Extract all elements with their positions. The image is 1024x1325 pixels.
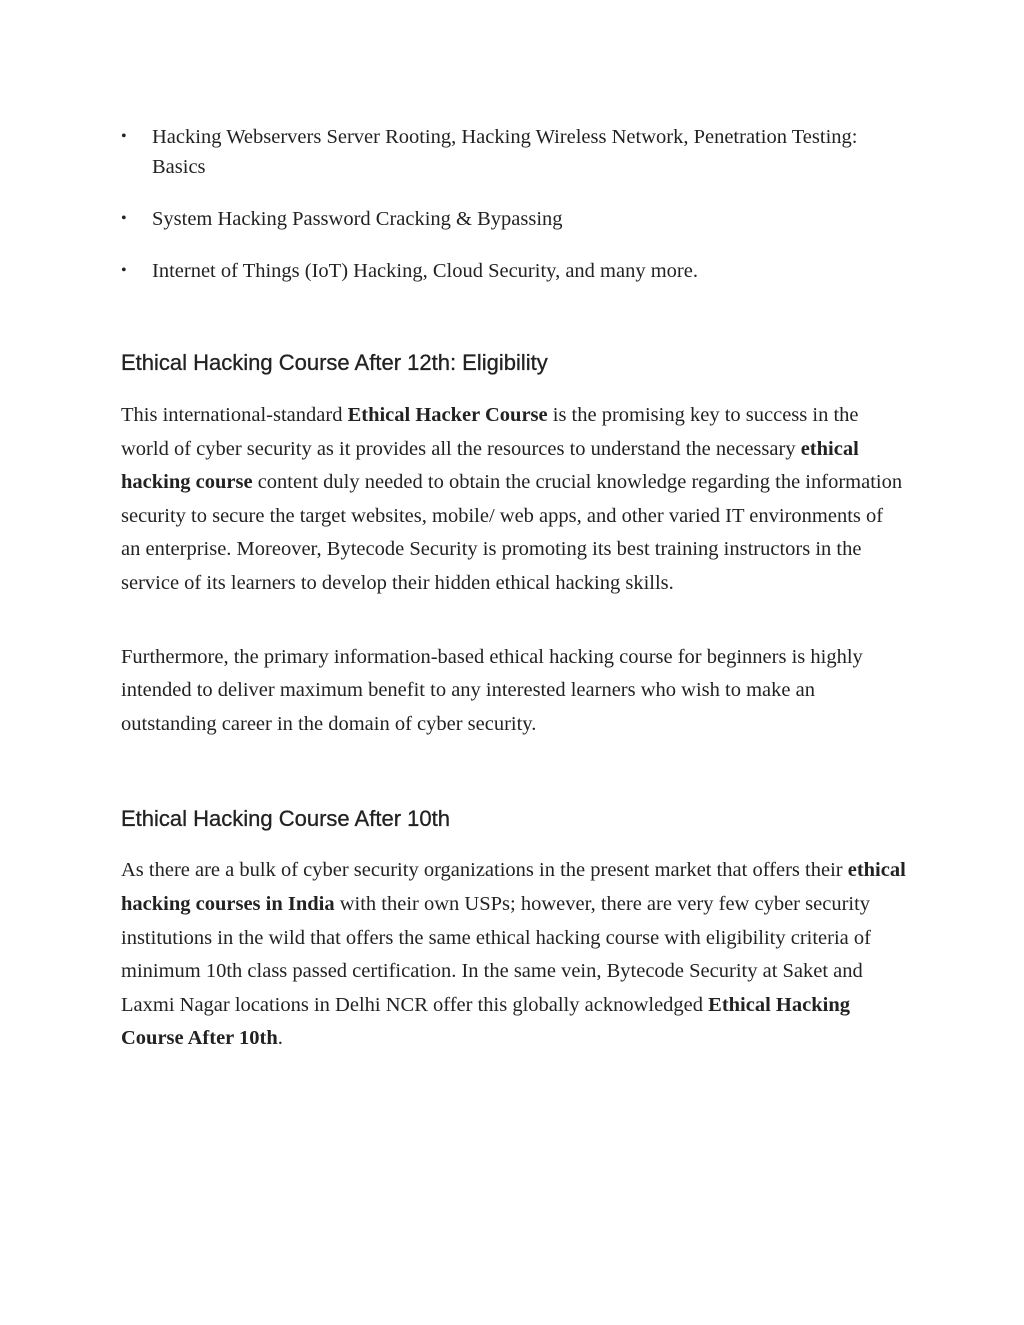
bold-link-text: ethical hacking course [121, 437, 859, 494]
paragraph-text: As there are a bulk of cyber security organizations in the present market that offers their [121, 859, 848, 882]
topic-list [121, 122, 907, 286]
bullet-icon: • [121, 128, 127, 145]
paragraph-text: with their own USPs; however, there are very few cyber security institutions in the wild that offers the same ethical hacking course with eligibility criteria of minimum 10th class passed certification. In the same vein, Bytecode Security at Saket and Laxmi Nagar locations in Delhi NCR offer this globally acknowledged [121, 892, 871, 1016]
bullet-icon: • [121, 210, 127, 227]
bold-link-text: Ethical Hacker Course [347, 404, 548, 426]
list-item [121, 122, 907, 182]
paragraph-text: content duly needed to obtain the crucial knowledge regarding the information security to secure the target websites, mobile/ web apps, and other varied IT environments of an enterprise. Moreover, Bytecode Security is promoting its best training instructors in the service of its learners to develop their hidden ethical hacking skills. [121, 471, 903, 594]
furthermore-paragraph: Furthermore, the primary information-based ethical hacking course for beginners is highly intended to deliver maximum benefit to any interested learners who wish to make an outstanding career in the domain of cyber security. [121, 645, 863, 735]
paragraph-text: This international-standard [121, 404, 348, 426]
eligibility-paragraph [121, 399, 907, 601]
heading-after-10th: Ethical Hacking Course After 10th [121, 806, 450, 832]
paragraph-text: . [277, 1027, 283, 1050]
document-page [121, 122, 907, 1056]
after-10th-paragraph [121, 854, 907, 1056]
list-item-text: System Hacking Password Cracking & Bypassing [152, 208, 563, 230]
bold-link-text: Ethical Hacking Course After 10th [121, 993, 850, 1050]
list-item [121, 204, 907, 234]
paragraph-text: is the promising key to success in the world of cyber security as it provides all the resources to understand the necessary [121, 404, 859, 460]
list-item-text: Hacking Webservers Server Rooting, Hacking Wireless Network, Penetration Testing: Basics [152, 126, 858, 178]
bullet-icon: • [121, 262, 127, 279]
heading-after-12th: Ethical Hacking Course After 12th: Eligibility [121, 350, 548, 375]
list-item [121, 256, 907, 286]
list-item-text: Internet of Things (IoT) Hacking, Cloud Security, and many more. [152, 260, 698, 282]
bold-link-text: ethical hacking courses in India [121, 859, 906, 915]
